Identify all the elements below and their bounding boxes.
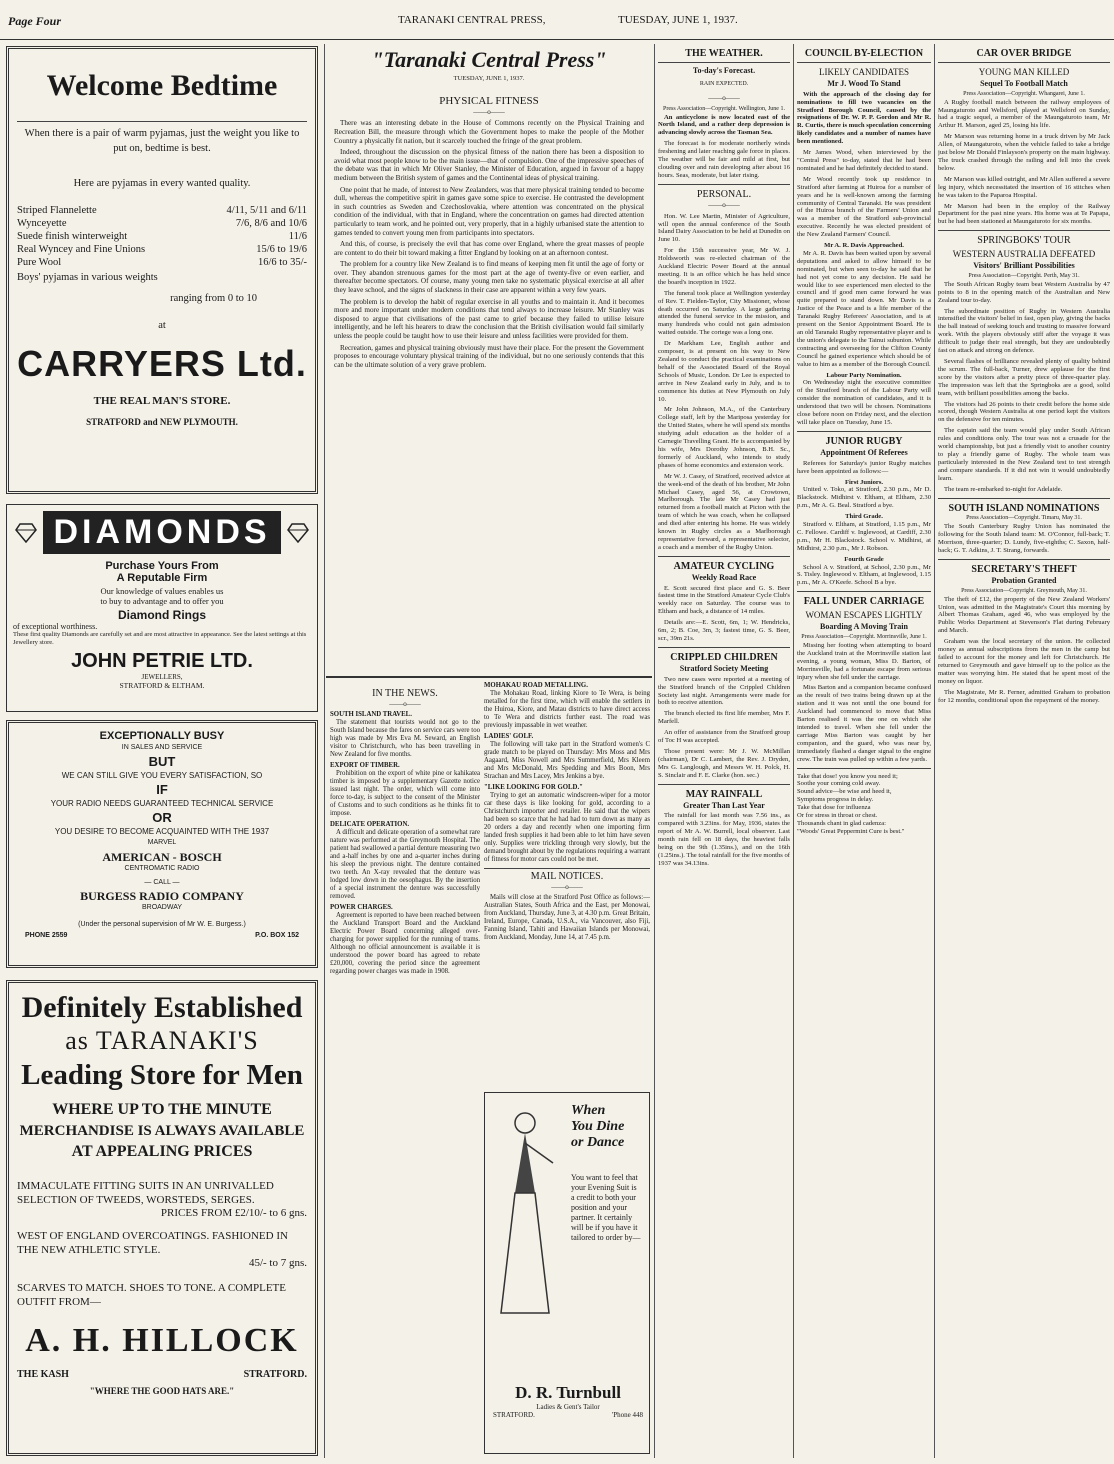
poem-line: Thousands chant in glad cadenza:	[797, 819, 886, 827]
section-title: SECRETARY'S THEFT	[971, 563, 1077, 575]
price-row: Striped Flannelette 4/11, 5/11 and 6/11	[17, 205, 307, 216]
news-heading: LADIES' GOLF.	[484, 733, 534, 740]
section-title: AMATEUR CYCLING	[673, 560, 775, 572]
paper-name: TARANAKI CENTRAL PRESS,	[398, 14, 546, 26]
ad-body: You want to feel that your Evening Suit is a credit to both your position and your partner. It certainly will be if you have it tailored to order by—	[571, 1173, 641, 1242]
page-number: Page Four	[8, 14, 62, 28]
ad-line: STRATFORD.	[493, 1411, 535, 1419]
section-subtitle: WESTERN AUSTRALIA DEFEATED	[952, 249, 1096, 260]
ad-line: Our knowledge of values enables us	[100, 586, 224, 596]
section-subtitle: Visitors' Brilliant Possibilities	[973, 261, 1075, 271]
paragraph: A Rugby football match between the railway employees of Maungaturoto and Wellsford, played at Wellsford on Sunday, had a tragic sequel, a member of the Maungaturoto team, Mr Arthur H. Marson, aged 25, losing his life.	[938, 98, 1110, 130]
section-subtitle: Appointment Of Referees	[820, 447, 908, 457]
news-heading: MOHAKAU ROAD METALLING.	[484, 682, 588, 689]
ad-line: IF	[156, 782, 168, 797]
paragraph: United v. Toko, at Stratford, 2.30 p.m., Mr D. Blackstock. Midhirst v. Eltham, at Eltham, 2.30 p.m., Mr A. G. Beal. Stratford a bye.	[797, 486, 931, 510]
paragraph: Mr James Wood, when interviewed by the "Central Press" to-day, stated that he had been nominated and he had definitely decided to stand.	[797, 149, 931, 172]
ad-line: When	[571, 1103, 606, 1118]
section-subtitle: To-day's Forecast.	[692, 65, 756, 75]
paragraph: Details are:—E. Scott, 6m, 1; W. Hendricks, 6m, 2; B. Coe, 3m, 3; fastest time, G. S. Beer, scr., 39m 21s.	[658, 619, 790, 642]
paragraph: The rainfall for last month was 7.56 ins., as compared with 3.23ins. for May, 1936, states the report of Mr A. W. Burrell, local observer. Last month rain fell on 18 days, the heaviest falls being on the 9th (1.35ins.), and on the 16th (1.25ins.). The total rainfall for the five months of 1937 was 34.13ins.	[658, 812, 790, 867]
section-subtitle: Sequel To Football Match	[980, 78, 1068, 88]
paragraph: Several flashes of brilliance revealed plenty of quality behind the scrum. The full-back, Turner, drew applause for the first score by the visitors after a pretty piece of three-quarter play. The impression was left that the Springboks are a good, solid team, with brilliant possibilities among the backs.	[938, 358, 1110, 397]
section-subtitle: YOUNG MAN KILLED	[978, 66, 1070, 77]
section-subtitle: WOMAN ESCAPES LIGHTLY	[805, 610, 923, 621]
paragraph: Mr Marson was returning home in a truck driven by Mr Jack Allen, of Maungaturoto, when the vehicle failed to take a bridge just below Mr Donald Finlayson's property on the main highway. The truck crashed through the railing and fell into the creek below.	[938, 133, 1110, 172]
paragraph: The Mohakau Road, linking Kiore to Te Wera, is being metalled for the first time, which will enable the settlers in the Huiroa, Kiore, and Matau districts to have direct access to Te Wera and districts further east. The road was previously impassable in wet weather.	[484, 690, 650, 729]
section-title: IN THE NEWS.	[372, 688, 438, 699]
ad-intro: When there is a pair of warm pyjamas, just the weight you like to put on, bedtime is best.	[24, 128, 300, 154]
paragraph: The following will take part in the Stratford women's C grade match to be played on Thursday: Mrs Moss and Mrs Aagaard, Miss Nowell and Mrs Summerfield, Mrs Kleem and Mrs McDonald, Mrs Spedding and Mrs Boon, Mrs Strachan and Mrs Lacey, Mrs Jenkins a bye.	[484, 741, 650, 780]
paragraph: Agreement is reported to have been reached between the Auckland Transport Board and the Auckland Electric Power Board concerning alleged over-charging for power supplied for the running of trams. Although no official announcement is available it is understood the power board has agreed to rebate £20,000, covering the period since the agreement regarding power charges was made in 1908.	[330, 912, 480, 975]
ad-line: SCARVES TO MATCH. SHOES TO TONE. A COMPLETE OUTFIT FROM—	[17, 1282, 286, 1308]
poem-line: Or for stress in throat or chest.	[797, 812, 878, 820]
dateline: Press Association—Copyright. Morrinsville, June 1.	[801, 634, 927, 640]
paragraph: Stratford v. Eltham, at Stratford, 1.15 p.m., Mr C. Fellowe. Cardiff v. Inglewood, at Cardiff, 2.30 p.m., Mr H. Blackstock. School v. Midhirst, at Midhirst, 2.30 p.m., Mr J. Robson.	[797, 521, 931, 552]
paragraph: Prohibition on the export of white pine or kahikatea timber is imposed by a supplementary Gazette notice issued last night. The order, which will come into force to-day, is subject to the consent of the Minister of Customs and to such conditions as he thinks fit to impose.	[330, 770, 480, 817]
diamond-icon	[287, 523, 309, 543]
boys-line: Boys' pyjamas in various weights	[17, 272, 158, 283]
section-subtitle: LIKELY CANDIDATES	[818, 66, 909, 77]
price-row: Real Wyncey and Fine Unions 15/6 to 19/6	[17, 244, 307, 255]
section-title: PERSONAL.	[696, 188, 752, 200]
section-title: JUNIOR RUGBY	[825, 435, 903, 447]
ad-diamonds	[6, 504, 318, 712]
ad-line: (Under the personal supervision of Mr W. E. Burgess.)	[78, 921, 246, 928]
price-list	[17, 205, 307, 268]
store-name: JOHN PETRIE LTD.	[71, 650, 253, 672]
paragraph: Mr Wood recently took up residence in Stratford after farming at Huiroa for a number of years and he is well-known among the farming community of Central Taranaki. He was president of the Huiroa branch of the Farmers' Union and was a member of the Stratford sub-provincial executive. Recently he was elected president of the New Zealand Farmers' Council.	[797, 175, 931, 239]
price-row: Wynceyette 7/6, 8/6 and 10/6	[17, 218, 307, 229]
store-towns: STRATFORD and NEW PLYMOUTH.	[86, 417, 238, 427]
paragraph: The South African Rugby team beat Western Australia by 47 points to 8 in the opening match of the Australian and New Zealand tour to-day.	[938, 280, 1110, 304]
paragraph: The captain said the team would play under South African rules and conditions only. The tour was not a crusade for the world championship, but just a friendly visit to another country to play a friendly game of Rugby. The whole team was particularly interested in the New Zealand test to test strength and compare standards. If it did not win it would undoubtedly learn.	[938, 427, 1110, 482]
dateline: Press Association—Copyright. Perth, May 31.	[968, 272, 1080, 279]
paragraph: A difficult and delicate operation of a somewhat rare nature was performed at the Greymouth Hospital. The patient had swallowed a partial denture measuring two and a-half inches by one and a-quarter inches during his sleep the previous night. The denture contained two teeth. An X-ray revealed that the denture was lodged low down in the oesophagus. By the insertion of a special instrument the denture was successfully removed.	[330, 829, 480, 900]
ad-line: BUT	[148, 754, 176, 769]
editorial-date: TUESDAY, JUNE 1, 1937.	[453, 74, 525, 82]
poem-line: Take that dose for influenza	[797, 804, 871, 812]
paragraph: E. Scott secured first place and G. S. Beer fastest time in the Stratford Amateur Cycle Club's weekly race on Saturday. The course was to Eltham and back, a distance of 14 miles.	[658, 584, 790, 616]
column-rule	[654, 44, 655, 1458]
paragraph: One point that he made, of interest to New Zealanders, was that mere physical training tended to become dull, whereas the competitive spirit in games gave some spice to exercise. He contrasted the development in such countries as Sweden and Czechoslovakia, where attention was concentrated on the physical condition of the individual, with that in England, where the concentration on games had directed attention particularly to team work, and he pointed out, very properly, that in a highly urbanised state the attention to games tended to convert young men from participants into spectators.	[334, 185, 644, 237]
ad-title: Welcome Bedtime	[46, 69, 278, 102]
column-3: THE WEATHER. To-day's Forecast. RAIN EXPECTED. ——o—— Press Association—Copyright. Wellington, June 1. An anticyclone is now located east of the North Island, and a rather deep depression is advancing slowly across the Tasman Sea. The forecast is for moderate northerly winds freshening and later reaching gale force in places. The weather will be fair and mild at first, but clouding over and rain developing after about 16 hours. Seas, moderate, but later rising. PERSONAL. ——o—— Hon. W. Lee Martin, Minister of Agriculture, will open the annual conference of the South Island Dairy Association to be held at Dunedin on June 10. For the 15th successive year, Mr W. J. Holdsworth was re-elected chairman of the Auckland Electric Power Board at the annual meeting. It is an office which he has held since the board's inception in 1922. The funeral took place at Wellington yesterday of Rev. T. Fielden-Taylor, City Missioner, whose death occurred on Saturday. A large gathering attended the funeral service in the mission, and many hundreds who could not gain admission waited outside. The cortege was a long one. Dr Markham Lee, English author and composer, is at present on his way to New Zealand to conduct the practical examinations on behalf of the Associated Board of the Royal Schools of Music, London. Dr Lee is expected to arrive in New Zealand early in July, and is to commence his duties at New Plymouth on July 10. Mr John Johnson, M.A., of the Canterbury College staff, left by the Mariposa yesterday for the United States, where he will spend six months studying adult education as the holder of a Carnegie Travelling Grant. He is accompanied by his wife, Mrs Dorothy Johnson, B.H. Sc., formerly of Auckland, who intends to study phases of home economics and extension work. Mr W. J. Casey, of Stratford, received advice at the week-end of the death of his brother, Mr John Michael Casey, aged 56, at Crowtown, Marlborough. The late Mr Casey had just returned from a football match at Picton with the team of which he was coach, when he collapsed and died after entering his home. He was widely known in Rugby circles as a Marlborough representative forward, a representative selector, a coach and a member of the Rugby Union. AMATEUR CYCLING Weekly Road Race E. Scott secured first place and G. S. Beer fastest time in the Stratford Amateur Cycle Club's weekly race on Saturday. The course was to Eltham and back, a distance of 14 miles. Details are:—E. Scott, 6m, 1; W. Hendricks, 6m, 2; B. Coe, 3m, 3; fastest time, G. S. Beer, scr., 39m 21s. CRIPPLED CHILDREN Stratford Society Meeting Two new cases were reported at a meeting of the Stratford branch of the Crippled Children Society last night. Arrangements were made for both to receive attention. The branch elected its first life member, Mrs F. Marfell. An offer of assistance from the Stratford group of Toc H was accepted. Those present were: Mr J. W. McMillan (chairman), Dr C. Lambert, the Rev. J. Dryden, Mrs G. Langlough, and Messrs W. H. Polck, H. S. Sinclair and F. E. Clarke (hon. sec.) MAY RAINFALL Greater Than Last Year The rainfall for last month was 7.56 ins., as compared with 3.23ins. for May, 1936, states the report of Mr A. W. Burrell, local observer. Last month rain fell on 18 days, the heaviest falls being on the 9th (1.35ins.), and on the 16th (1.25ins.). The total rainfall for the five months of 1937 was 34.13ins.	[658, 48, 790, 867]
paragraph: Referees for Saturday's junior Rugby matches have been appointed as follows:—	[797, 459, 931, 475]
paragraph: Trying to get an automatic windscreen-wiper for a motor car these days is like looking for gold, according to a Christchurch importer and retailer. He said that the wipers had been so scarce that he had had to turn down as many as 20 orders a day and recently when one importing firm landed fresh supplies it had been able to let him have seven only. Supplies were trickling through very slowly, but the demand brought about by the regulations requiring a warrant of fitness for motor cars could not be met.	[484, 792, 650, 863]
paragraph: Miss Barton and a companion became confused as the result of two trains being drawn up at the station and it was not until the one bound for Auckland had commenced to move that Miss Barton realised it was the one on which she intended to travel. When she fell under the carriage Miss Barton was caught by her companion, and the guard, who was near by, immediately flashed a danger signal to the engine crew. The train was pulled up within a few yards.	[797, 684, 931, 763]
store-name: D. R. Turnbull	[515, 1383, 621, 1402]
editorial-masthead: "Taranaki Central Press"	[371, 47, 607, 72]
ad-line: YOU DESIRE TO BECOME ACQUAINTED WITH THE 1937	[54, 827, 270, 836]
subheading: Fourth Grade	[844, 555, 884, 563]
paragraph: The branch elected its first life member, Mrs F. Marfell.	[658, 710, 790, 726]
ad-turnbull	[484, 1092, 650, 1454]
section-subtitle: Weekly Road Race	[691, 572, 757, 582]
paragraph: The forecast is for moderate northerly winds freshening and later reaching gale force in places. The weather will be fair and mild at first, but clouding over and rain developing after about 16 hours. Seas, moderate, but later rising.	[658, 140, 790, 179]
paragraph: The visitors had 26 points to their credit before the home side scored, though Western Australia at one period kept the visitors on the defensive for ten minutes.	[938, 400, 1110, 424]
ad-headline: Leading Store for Men	[21, 1059, 303, 1091]
section-title: THE WEATHER.	[685, 48, 763, 59]
ad-line: IN SALES AND SERVICE	[121, 744, 203, 751]
news-heading: EXPORT OF TIMBER.	[330, 762, 400, 769]
ad-line: CENTROMATIC RADIO	[124, 865, 200, 872]
ad-line: YOUR RADIO NEEDS GUARANTEED TECHNICAL SERVICE	[50, 799, 274, 808]
ad-line: THE KASH	[17, 1369, 69, 1380]
paragraph: Mails will close at the Stratford Post Office as follows:— Australian States, South Africa and the East, per Monowai, from Auckland, Thursday, June 3, at 4.30 p.m. Great Britain, Ireland, Europe, Canada, U.S.A., via Vancouver, also Fiji, Fanning Island, Tahiti and Hawaiian Islands per Monowai, from Auckland, Monday, June 14, at 7.45 p.m.	[484, 894, 650, 941]
price: PRICES FROM £2/10/- to 6 gns.	[160, 1207, 307, 1219]
slogan: "WHERE THE GOOD HATS ARE."	[89, 1386, 235, 1396]
paragraph: The problem for a country like New Zealand is to find means of keeping men fit until the age of forty or over. They abandon strenuous games for the most part at the age of twenty-five or even earlier, and thereafter become spectators. Of course, many young men take no systematic physical exercise at all after they leave school, and the signs of slackness in their case are apparent within a very few years.	[334, 260, 644, 295]
paragraph: The problem is to develop the habit of regular exercise in all youths and to maintain it. And it becomes more and more important under modern conditions that tend always to increase leisure. Mr Stanley was disposed to argue that civilisations of the past came to grief because they failed to utilise leisure intelligently, and he left his hearers to draw the conclusion that the British civilisation would fail similarly unless the people could be taught how to use their leisure and unless facilities were provided for them.	[334, 297, 644, 341]
paragraph: School A v. Stratford, at School, 2.30 p.m., Mr S. Tisley. Inglewood v. Eltham, at Inglewood, 1.15 p.m., Mr A. O'Keefe. School B a bye.	[797, 563, 931, 587]
ad-line: of exceptional worthiness.	[13, 622, 98, 631]
ad-line: A Reputable Firm	[116, 572, 208, 584]
ad-line: EXCEPTIONALLY BUSY	[99, 730, 225, 742]
section-subtitle: Greater Than Last Year	[683, 800, 765, 810]
paragraph: Mr Marson was killed outright, and Mr Allen suffered a severe leg injury, which necessitated the insertion of 16 stitches when he was taken to the Paparoa Hospital.	[938, 175, 1110, 199]
ad-line: to buy to advantage and to offer you	[100, 596, 224, 606]
section-subtitle: Boarding A Moving Train	[820, 622, 908, 632]
paragraph: For the 15th successive year, Mr W. J. Holdsworth was re-elected chairman of the Auckland Electric Power Board at the annual meeting. It is an office which he has held since the board's inception in 1922.	[658, 247, 790, 286]
ad-line: These first quality Diamonds are carefully set and are most attractive in appearance. See the latest settings at this Jewellery store.	[13, 631, 307, 646]
ad-line: BROADWAY	[141, 904, 183, 911]
ad-line: STRATFORD.	[243, 1369, 307, 1380]
section-subtitle: Mr J. Wood To Stand	[827, 78, 901, 88]
section-title: COUNCIL BY-ELECTION	[804, 48, 924, 59]
ad-burgess-radio	[6, 720, 318, 968]
section-title: CAR OVER BRIDGE	[976, 48, 1072, 59]
paragraph: The funeral took place at Wellington yesterday of Rev. T. Fielden-Taylor, City Missioner, whose death occurred on Saturday. A large gathering attended the funeral service in the mission, and many hundreds who could not gain admission waited outside. The cortege was a long one.	[658, 289, 790, 337]
editorial: "Taranaki Central Press" TUESDAY, JUNE 1, 1937. PHYSICAL FITNESS ——o—— There was an interesting debate in the House of Commons recently on the Physical Training and Recreation Bill, the measure through which the Government hopes to make the people of the Mother Country a physically fit nation, but it scarcely touched the fringe of the great problem. Indeed, throughout the discussion on the physical fitness of the nation there has been a disposition to avoid what most people know to be the main issue—that of compulsion. One of the impressive speeches of the debate was that in which Mr Oliver Stanley, the Minister of Education, argued in favour of a happy medium between the British system of games and the Continental ideas of physical training. One point that he made, of interest to New Zealanders, was that mere physical training tended to become dull, whereas the competitive spirit in games gave some spice to exercise. He contrasted the development in such countries as Sweden and Czechoslovakia, where attention was concentrated on the physical condition of the individual, with that in England, where the concentration on games had directed attention particularly to team work, and he pointed out, very properly, that in a highly urbanised state the attention to games tended to convert young men from participants into spectators. And this, of course, is precisely the evil that has come over England, where the great masses of people are content to do their bit toward making a fitter England by looking on at an afternoon contest. The problem for a country like New Zealand is to find means of keeping men fit until the age of forty or over. They abandon strenuous games for the most part at the age of twenty-five or even earlier, and thereafter become spectators. Of course, many young men take no systematic physical exercise at all after they leave school, and the signs of slackness in their case are apparent within a very few years. The problem is to develop the habit of regular exercise in all youths and to maintain it. And it becomes more and more important under modern conditions that tend always to increase leisure. Mr Stanley was disposed to argue that civilisations of the past came to grief because they failed to utilise leisure intelligently, and he left his hearers to draw the conclusion that the British civilisation would fail similarly unless the people could be taught how to use their leisure and unless facilities were provided for them. Recreation, games and physical training obviously must have their place. For the present the Government proposes to encourage voluntary physical training of the individual, but no one seriously contends that this can be the ultimate solution of a very grave problem.	[334, 47, 644, 369]
paragraph: And this, of course, is precisely the evil that has come over England, where the great masses of people are content to do their bit toward making a fitter England by looking on at an afternoon contest.	[334, 240, 644, 257]
poem-line: Symptoms progress in delay.	[797, 796, 874, 804]
paragraph: The theft of £12, the property of the New Zealand Workers' Union, was admitted in the Magistrate's Court this morning by Albert Thomas Graham, aged 46, who was employed by the Public Works Department at Stevenson's Flat during February and March.	[938, 595, 1110, 635]
paragraph: An offer of assistance from the Stratford group of Toc H was accepted.	[658, 729, 790, 745]
subheading: First Juniors.	[844, 478, 884, 486]
peppermint-poem	[797, 773, 931, 836]
column-5	[938, 44, 1110, 1458]
ad-line: WEST OF ENGLAND OVERCOATINGS. FASHIONED IN THE NEW ATHLETIC STYLE.	[17, 1230, 288, 1256]
store-name: A. H. HILLOCK	[25, 1322, 299, 1359]
column-4	[797, 44, 931, 1458]
column-rule	[324, 44, 325, 1458]
paragraph: Two new cases were reported at a meeting of the Stratford branch of the Crippled Children Society last night. Arrangements were made for both to receive attention.	[658, 675, 790, 707]
paragraph: The South Canterbury Rugby Union has nominated the following for the South Island team: M. O'Connor, full-back; T. Morrison, three-quarter; D. Lundy, five-eighths; C. Saxon, half-back; G. T. Adkins, J. T. Strang, forwards.	[938, 523, 1110, 555]
subheading: Mr A. R. Davis Approached.	[824, 242, 904, 250]
ad-line: MARVEL	[147, 839, 177, 846]
section-title: MAIL NOTICES.	[530, 871, 604, 882]
ad-headline: Definitely Established	[21, 991, 303, 1024]
price-row: Suede finish winterweight 11/6	[17, 231, 307, 242]
poem-line: "Woods' Great Peppermint Cure is best."	[797, 827, 905, 835]
paragraph: On Wednesday night the executive committee of the Stratford branch of the Labour Party will consider the nomination of candidates, and it is understood that two will be chosen. Nominations close before noon on Friday next, and the election will take place on Tuesday, June 15.	[797, 379, 931, 426]
section-title: SPRINGBOKS' TOUR	[977, 235, 1071, 247]
dateline: Press Association—Copyright. Timaru, May 31.	[966, 515, 1082, 522]
subheading: Labour Party Nomination.	[826, 371, 902, 379]
in-the-news: IN THE NEWS. ——o—— SOUTH ISLAND TRAVEL. The statement that tourists would not go to the South Island because the fares on service cars were too high was made by Mrs Eva M. Seward, an English visitor to Christchurch, who has been travelling in New Zealand for five months. EXPORT OF TIMBER. Prohibition on the export of white pine or kahikatea timber is imposed by a supplementary Gazette notice issued last night. The order, which will come into force to-day, is subject to the consent of the Minister of Customs and to such conditions as he thinks fit to impose. DELICATE OPERATION. A difficult and delicate operation of a somewhat rare nature was performed at the Greymouth Hospital. The patient had swallowed a partial denture measuring two and a-half inches by one and a-quarter inches during his sleep the previous night. The denture contained two teeth. An X-ray revealed that the denture was lodged low down in the oesophagus. By the insertion of a special instrument the denture was successfully removed. POWER CHARGES. Agreement is reported to have been reached between the Auckland Transport Board and the Auckland Electric Power Board concerning alleged over-charging for power supplied for the running of trams. Although no official announcement is available it is understood the power board has agreed to rebate £20,000, covering the period since the agreement regarding power charges was made in 1908.	[330, 688, 480, 975]
ad-hillock	[6, 980, 318, 1456]
paragraph: Mr Marson had been in the employ of the Railway Department for the past nine years. His home was at Te Papapa, but he had been stationed at Maungaturoto for six months.	[938, 202, 1110, 226]
issue-date: TUESDAY, JUNE 1, 1937.	[618, 14, 738, 26]
paragraph: The team re-embarked to-night for Adelaide.	[944, 485, 1063, 493]
section-subtitle: Probation Granted	[991, 575, 1057, 585]
news-heading: SOUTH ISLAND TRAVEL.	[330, 711, 412, 718]
subheading: Third Grade.	[845, 513, 883, 521]
in-the-news-cont: MOHAKAU ROAD METALLING. The Mohakau Road, linking Kiore to Te Wera, is being metalled for the first time, which will enable the settlers in the Huiroa, Kiore, and Matau districts to have direct access to Te Wera and districts further east. The road was previously impassable in wet weather. LADIES' GOLF. The following will take part in the Stratford women's C grade match to be played on Thursday: Mrs Moss and Mrs Aagaard, Miss Nowell and Mrs Summerfield, Mrs Kleem and Mrs McDonald, Mrs Spedding and Mrs Boon, Mrs Strachan and Mrs Lacey, Mrs Jenkins a bye. "LIKE LOOKING FOR GOLD." Trying to get an automatic windscreen-wiper for a motor car these days is like looking for gold, according to a Christchurch importer and retailer. He said that the wipers had been so scarce that he had had to turn down as many as 20 orders a day and recently when one importing firm landed fresh supplies it had been able to let him have seven only. Supplies were trickling through very slowly, but the demand brought about by the regulations requiring a warrant of fitness for motor cars could not be met. MAIL NOTICES. ——o—— Mails will close at the Stratford Post Office as follows:— Australian States, South Africa and the East, per Monowai, from Auckland, Thursday, June 3, at 4.30 p.m. Great Britain, Ireland, Europe, Canada, U.S.A., via Vancouver, also Fiji, Fanning Island, Tahiti and Hawaiian Islands per Monowai, from Auckland, Monday, June 14, at 7.45 p.m.	[484, 682, 650, 941]
paragraph: Missing her footing when attempting to board the Auckland train at the Morrinsville station last evening, a young woman, Miss D. Barton, of Morrinsville, had a fortunate escape from serious injury when she fell under the carriage.	[797, 641, 931, 681]
ad-line: — CALL —	[144, 879, 180, 886]
paragraph: An anticyclone is now located east of the North Island, and a rather deep depression is advancing slowly across the Tasman Sea.	[658, 113, 790, 137]
ad-line: JEWELLERS,	[141, 673, 183, 681]
phone-number: 'Phone 448	[611, 1411, 643, 1419]
ad-line: BURGESS RADIO COMPANY	[80, 889, 244, 903]
paragraph: Graham was the local secretary of the union. He collected money as annual subscriptions from the men in the camp but failed to account for the money and left for Christchurch. He returned to Greymouth and gave himself up to the police as the matter was worrying him. He stated that he spent most of the money on liquor.	[938, 638, 1110, 685]
boys-price: ranging from 0 to 10	[170, 293, 257, 304]
diamonds-banner: DIAMONDS	[43, 511, 280, 554]
ad-line: or Dance	[571, 1135, 625, 1150]
at-word: at	[158, 320, 166, 331]
poem-line: Sound advice—be wise and heed it,	[797, 788, 892, 796]
ad-line: MERCHANDISE IS ALWAYS AVAILABLE	[19, 1123, 305, 1139]
column-rule	[934, 44, 935, 1458]
store-name: CARRYERS Ltd.	[17, 343, 307, 384]
dateline: Press Association—Copyright. Greymouth, May 31.	[961, 587, 1087, 594]
poem-line: Take that dose! you know you need it;	[797, 772, 898, 780]
ad-welcome-bedtime	[6, 46, 318, 494]
ad-line: Diamond Rings	[117, 608, 206, 622]
paragraph: Mr W. J. Casey, of Stratford, received advice at the week-end of the death of his brother, Mr John Michael Casey, aged 56, at Crowtown, Marlborough. The late Mr Casey had just returned from a football match at Picton with the team of which he was coach, when he collapsed and died after entering his home. He was widely known in Rugby circles as a Marlborough representative forward, a representative selector, a coach and a member of the Rugby Union.	[658, 472, 790, 551]
ad-line: OR	[152, 810, 172, 825]
dancing-couple-illustration	[495, 1103, 561, 1323]
paragraph: Those present were: Mr J. W. McMillan (chairman), Dr C. Lambert, the Rev. J. Dryden, Mrs G. Langlough, and Messrs W. H. Polck, H. S. Sinclair and F. E. Clarke (hon. sec.)	[658, 747, 790, 779]
paragraph: Mr John Johnson, M.A., of the Canterbury College staff, left by the Mariposa yesterday for the United States, where he will spend six months studying adult education as the holder of a Carnegie Travelling Grant. He is accompanied by his wife, Mrs Dorothy Johnson, B.H. Sc., formerly of Auckland, who intends to study phases of home economics and extension work.	[658, 406, 790, 469]
ad-line: Here are pyjamas in every wanted quality.	[73, 178, 251, 189]
column-rule	[793, 44, 794, 1458]
section-subtitle: Stratford Society Meeting	[679, 663, 769, 673]
news-heading: POWER CHARGES.	[330, 904, 393, 911]
ad-line: Purchase Yours From	[105, 560, 219, 572]
price-row: Pure Wool 16/6 to 35/-	[17, 257, 307, 268]
paragraph: The subordinate position of Rugby in Western Australia intensified the visitors' belief in fast, open play, giving the backs the ball instead of seeking touch and trusting to massive forward work. With the players obviously stiff after the voyage it was difficult to judge their real strength, but they are undoubtedly fast on attack and strong on defence.	[938, 307, 1110, 355]
news-heading: "LIKE LOOKING FOR GOLD."	[484, 784, 583, 791]
ad-line: AT APPEALING PRICES	[71, 1143, 253, 1160]
paragraph: Indeed, throughout the discussion on the physical fitness of the nation there has been a disposition to avoid what most people know to be the main issue—that of compulsion. One of the impressive speeches of the debate was that in which Mr Oliver Stanley, the Minister of Education, argued in favour of a happy medium between the British system of games and the Continental ideas of physical training.	[334, 148, 644, 182]
masthead	[0, 0, 1114, 40]
dateline: Press Association—Copyright. Wellington, June 1.	[663, 105, 785, 112]
paragraph: The statement that tourists would not go to the South Island because the fares on service cars were too high was made by Mrs Eva M. Seward, an English visitor to Christchurch, who has been travelling in New Zealand for five months.	[330, 719, 480, 758]
poem-line: Soothe your coming cold away.	[797, 780, 881, 788]
ad-line: IMMACULATE FITTING SUITS IN AN UNRIVALLED SELECTION OF TWEEDS, WORSTEDS, SERGES.	[17, 1180, 274, 1206]
paragraph: Recreation, games and physical training obviously must have their place. For the present the Government proposes to encourage voluntary physical training of the individual, but no one seriously contends that this can be the ultimate solution of a very grave problem.	[334, 343, 644, 369]
paragraph: With the approach of the closing day for nominations to fill two vacancies on the Stratford Borough Council, caused by the resignations of Dr. W. P. P. Gordon and Mr R. R. Curtis, there is much speculation concerning likely candidates and a number of names have been mentioned.	[797, 90, 931, 146]
divider	[326, 676, 652, 678]
store-tagline: THE REAL MAN'S STORE.	[93, 395, 231, 407]
paragraph: The Magistrate, Mr R. Ferner, admitted Graham to probation for 12 months, conditional upon the repayment of the money.	[938, 688, 1110, 704]
section-subtitle: RAIN EXPECTED.	[699, 80, 749, 87]
ad-line: WHERE UP TO THE MINUTE	[52, 1101, 272, 1118]
ad-line: WE CAN STILL GIVE YOU EVERY SATISFACTION, SO	[61, 771, 263, 780]
section-title: SOUTH ISLAND NOMINATIONS	[948, 502, 1100, 514]
section-title: MAY RAINFALL	[685, 788, 763, 800]
ad-line: Ladies & Gent's Tailor	[536, 1403, 600, 1411]
diamond-icon	[15, 523, 37, 543]
editorial-title: PHYSICAL FITNESS	[439, 95, 539, 108]
phone-number: PHONE 2559	[25, 932, 68, 939]
paragraph: Mr A. R. Davis has been waited upon by several deputations and asked to allow himself to be nominated, but when seen to-day he said that he had not yet come to any decision. He said he would like to see experienced men elected to the council and if good men came forward he was quite prepared to stand down. Mr Davis is a Justice of the Peace and is a life member of the Taranaki Rugby Referees' Association, and is at present on the Senior Appointment Board. He is an old Taranaki Rugby representative player and is the union's delegate to the Tainui subunion. While contracting and overseeing for the Clifton County Council he gained experience which should be of value to him as a member of the Borough Council.	[797, 249, 931, 368]
dateline: Press Association—Copyright. Whangarei, June 1.	[963, 90, 1085, 97]
ad-headline: as TARANAKI'S	[65, 1026, 259, 1055]
ad-line: AMERICAN - BOSCH	[102, 850, 222, 864]
section-title: CRIPPLED CHILDREN	[670, 651, 778, 663]
paragraph: Hon. W. Lee Martin, Minister of Agriculture, will open the annual conference of the South Island Dairy Association to be held at Dunedin on June 10.	[658, 212, 790, 244]
po-box: P.O. BOX 152	[255, 932, 299, 939]
price: 45/- to 7 gns.	[248, 1257, 307, 1269]
section-title: FALL UNDER CARRIAGE	[803, 596, 925, 608]
ad-line: STRATFORD & ELTHAM.	[119, 681, 205, 690]
paragraph: There was an interesting debate in the House of Commons recently on the Physical Training and Recreation Bill, the measure through which the Government hopes to make the people of the Mother Country a physically fit nation, but it scarcely touched the fringe of the great problem.	[334, 119, 644, 145]
ad-line: You Dine	[571, 1119, 625, 1134]
paragraph: Dr Markham Lee, English author and composer, is at present on his way to New Zealand to conduct the practical examinations on behalf of the Associated Board of the Royal Schools of Music, London. Dr Lee is expected to arrive in New Zealand early in July, and is to commence his duties at New Plymouth on July 10.	[658, 340, 790, 403]
news-heading: DELICATE OPERATION.	[330, 821, 410, 828]
